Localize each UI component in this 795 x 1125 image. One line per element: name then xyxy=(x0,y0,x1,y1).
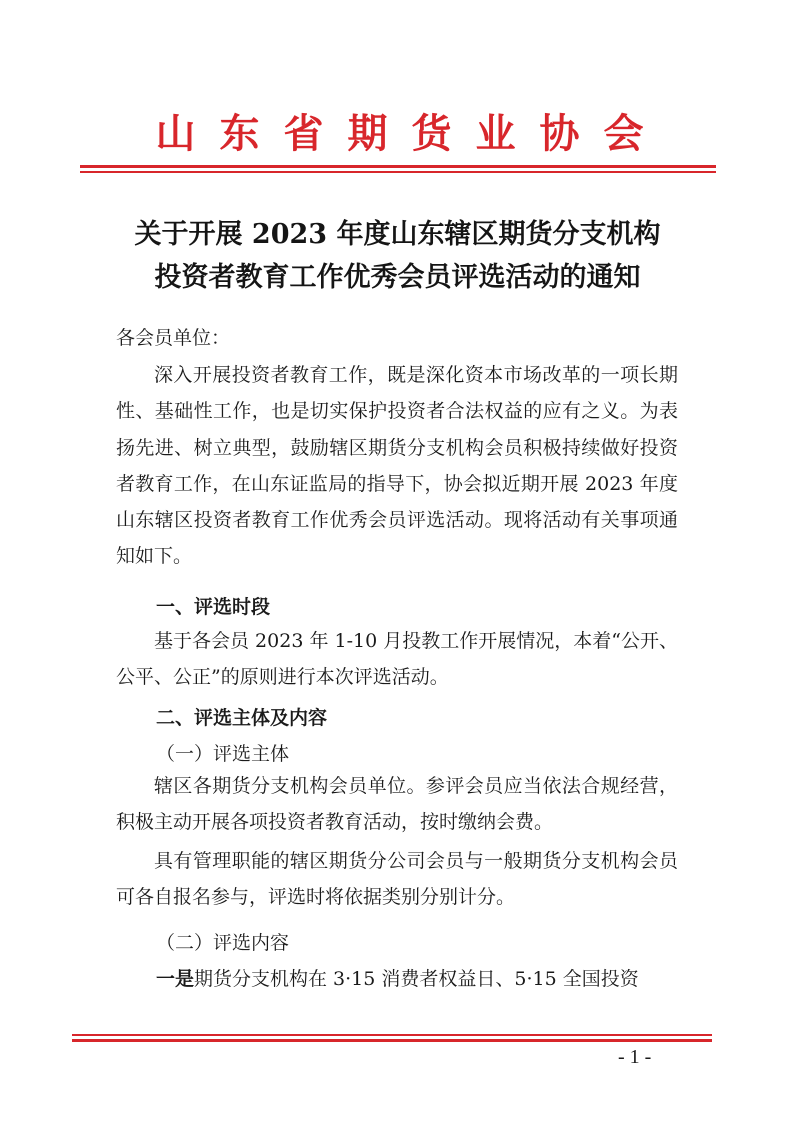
footer-rule-thin xyxy=(72,1034,712,1036)
subsection2-heading: （二）评选内容 xyxy=(156,932,290,954)
item1-line xyxy=(156,964,639,991)
subsection1-heading: （一）评选主体 xyxy=(156,743,290,765)
section2-heading: 二、评选主体及内容 xyxy=(156,707,328,729)
document-title-line1: 关于开展 2023 年度山东辖区期货分支机构 xyxy=(134,219,661,250)
letterhead-org-name: 山东省期货业协会 xyxy=(155,110,668,157)
salutation: 各会员单位： xyxy=(116,327,231,349)
letterhead-rule-thick xyxy=(80,165,716,168)
subsection1-paragraph1: 辖区各期货分支机构会员单位。参评会员应当依法合规经营，积极主动开展各项投资者教育活动，按时缴纳会费。 xyxy=(116,775,678,834)
page-number: - 1 - xyxy=(618,1046,652,1068)
section1-paragraph: 基于各会员 2023 年 1-10 月投教工作开展情况，本着“公开、公平、公正”的原则进行本次评选活动。 xyxy=(116,630,678,689)
letterhead-rule-thin xyxy=(80,171,716,173)
intro-paragraph: 深入开展投资者教育工作，既是深化资本市场改革的一项长期性、基础性工作，也是切实保护投资者合法权益的应有之义。为表扬先进、树立典型，鼓励辖区期货分支机构会员积极持续做好投资者教育工作，在山东证监局的指导下，协会拟近期开展 2023 年度山东辖区投资者教育工作优秀会员评选活动。现将活动有关事项通知如下。 xyxy=(116,364,678,568)
item1-text: 期货分支机构在 3·15 消费者权益日、5·15 全国投资 xyxy=(194,968,639,990)
item1-lead: 一是 xyxy=(156,968,195,990)
subsection1-paragraph2: 具有管理职能的辖区期货分公司会员与一般期货分支机构会员可各自报名参与，评选时将依据类别分别计分。 xyxy=(116,850,678,909)
section1-heading: 一、评选时段 xyxy=(156,596,271,618)
footer-rule-thick xyxy=(72,1039,712,1042)
document-title-line2: 投资者教育工作优秀会员评选活动的通知 xyxy=(154,262,641,293)
